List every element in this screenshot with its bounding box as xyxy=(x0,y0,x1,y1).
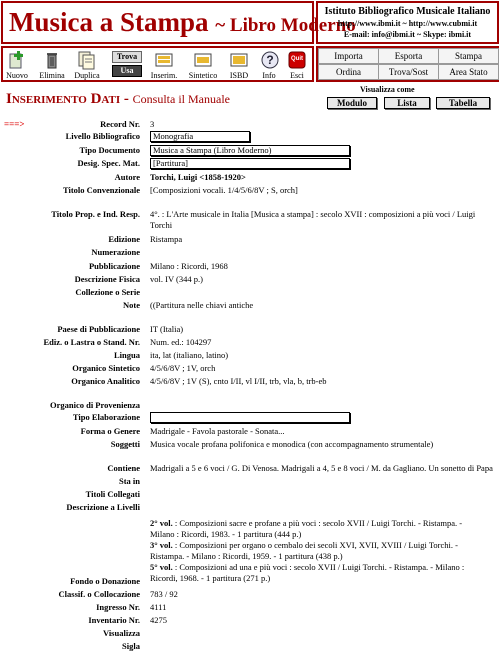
isbd-button[interactable] xyxy=(227,50,251,80)
institute-contacts: E-mail: info@ibmi.it ~ Skype: ibmi.it xyxy=(343,30,472,39)
field-label: Contiene xyxy=(107,463,140,473)
institute-websites[interactable]: http://www.ibmi.it ~ http://www.cubmi.it xyxy=(337,19,478,28)
new-button-label: Nuovo xyxy=(6,71,28,80)
section-bar xyxy=(0,85,500,113)
duplicate-button[interactable] xyxy=(74,50,100,80)
use-button[interactable]: Usa xyxy=(112,65,142,77)
delete-button-label: Elimina xyxy=(39,71,65,80)
trash-icon xyxy=(41,50,63,70)
status-area-menu-item[interactable]: Area Stato xyxy=(438,64,499,80)
tipo-documento-input[interactable]: Musica a Stampa (Libro Moderno) xyxy=(150,145,350,156)
synthetic-button[interactable] xyxy=(185,50,221,80)
level-volume: 2° vol. xyxy=(150,518,173,528)
synthetic-button-label: Sintetico xyxy=(188,71,218,80)
institute-name: Istituto Bibliografico Musicale Italiano xyxy=(324,6,491,17)
field-value: Madrigale - Favola pastorale - Sonata... xyxy=(150,426,285,436)
exit-button[interactable] xyxy=(286,50,308,80)
field-label: Autore xyxy=(114,172,140,182)
app-title-box xyxy=(1,1,356,44)
help-icon xyxy=(259,50,281,70)
institute-box xyxy=(316,1,499,44)
app-title xyxy=(9,7,356,38)
title-separator: - xyxy=(120,91,133,107)
field-value: Torchi, Luigi <1858-1920> xyxy=(150,172,246,182)
field-label: Livello Bibliografico xyxy=(65,131,140,141)
field-label: Organico Analitico xyxy=(71,376,140,386)
field-label: Forma o Genere xyxy=(80,426,140,436)
field-label: Titoli Collegati xyxy=(85,489,140,499)
field-value: [Composizioni vocali. 1/4/5/6/8V ; S, orch] xyxy=(150,185,298,195)
tipo-elaborazione-input[interactable] xyxy=(150,412,350,423)
info-button-label: Info xyxy=(262,71,276,80)
field-label: Ingresso Nr. xyxy=(96,602,140,612)
export-menu-item[interactable]: Esporta xyxy=(378,48,439,64)
field-value: 4/5/6/8V ; 1V, orch xyxy=(150,363,216,373)
quit-icon-label: Quit xyxy=(291,56,303,62)
field-label: Sta in xyxy=(118,476,140,486)
isbd-icon xyxy=(228,50,250,70)
field-label: Collezione o Serie xyxy=(75,287,140,297)
field-label: Inventario Nr. xyxy=(88,615,140,625)
app-title-subtitle: ~ Libro Moderno xyxy=(215,15,356,36)
insert-form-icon xyxy=(153,50,175,70)
delete-button[interactable] xyxy=(39,50,65,80)
info-button[interactable] xyxy=(259,50,279,80)
field-value: Milano : Ricordi, 1968 xyxy=(150,261,228,271)
view-table-button[interactable]: Tabella xyxy=(436,97,490,109)
field-label: Ediz. o Lastra o Stand. Nr. xyxy=(43,337,140,347)
field-label: Tipo Elaborazione xyxy=(72,412,140,422)
livello-input[interactable]: Monografia xyxy=(150,131,250,142)
field-value: 4111 xyxy=(150,602,167,612)
find-replace-menu-item[interactable]: Trova/Sost xyxy=(378,64,439,80)
field-label: Note xyxy=(123,300,140,310)
print-menu-item[interactable]: Stampa xyxy=(438,48,499,64)
field-value: 4275 xyxy=(150,615,167,625)
field-label: Descrizione Fisica xyxy=(74,274,140,284)
field-label: Classif. o Collocazione xyxy=(58,589,140,599)
desig-input[interactable]: [Partitura] xyxy=(150,158,350,169)
duplicate-button-label: Duplica xyxy=(74,71,100,80)
field-label: Tipo Documento xyxy=(79,145,140,155)
field-value: ita, lat (italiano, latino) xyxy=(150,350,229,360)
svg-text:?: ? xyxy=(266,53,274,67)
action-menu xyxy=(316,46,499,82)
field-label: Organico di Provenienza xyxy=(49,400,140,410)
toolbar xyxy=(1,46,314,82)
level-text: : Composizioni sacre e profane a più voci : secolo XVII / Luigi Torchi. - Ristampa. - Milano : Ricordi, 1983. - 1 partitura (444 p.) xyxy=(150,518,463,539)
find-button[interactable]: Trova xyxy=(112,51,142,63)
field-label: Soggetti xyxy=(110,439,140,449)
insert-button-label: Inserim. xyxy=(150,71,178,80)
field-value: 783 / 92 xyxy=(150,589,178,599)
level-volume: 5° vol. xyxy=(150,562,173,572)
sort-menu-item[interactable]: Ordina xyxy=(318,64,379,80)
field-label: Sigla xyxy=(122,641,140,651)
page-title xyxy=(6,91,230,108)
levels-list xyxy=(150,518,485,584)
insert-button[interactable] xyxy=(148,50,180,80)
level-item[interactable] xyxy=(150,540,485,562)
field-label: Edizione xyxy=(108,234,140,244)
isbd-button-label: ISBD xyxy=(229,71,249,80)
field-label: Record Nr. xyxy=(100,119,140,129)
level-text: : Composizioni per organo o cembalo dei secoli XVI, XVII, XVIII / Luigi Torchi. - Ristampa. - Milano : Ricordi, 1959. - 1 partitura (438 p.) xyxy=(150,540,458,561)
new-button[interactable] xyxy=(6,50,28,80)
app-title-main: Musica a Stampa xyxy=(9,7,209,37)
level-text: : Composizioni ad una e più voci : secolo XVII / Luigi Torchi. - Ristampa. - Milano : Ricordi, 1968. - 1 partitura (271 p.) xyxy=(150,562,465,583)
exit-button-label: Esci xyxy=(290,71,304,80)
field-value: 4°. : L'Arte musicale in Italia [Musica a stampa] : secolo XVII : composizioni a più voci / Luigi Torchi xyxy=(150,209,476,230)
field-label: Organico Sintetico xyxy=(72,363,140,373)
view-list-button[interactable]: Lista xyxy=(384,97,430,109)
field-label: Desig. Spec. Mat. xyxy=(77,158,140,168)
level-item[interactable] xyxy=(150,562,485,584)
field-label: Visualizza xyxy=(103,628,140,638)
app-header xyxy=(0,0,500,83)
field-label: Descrizione a Livelli xyxy=(66,502,140,512)
field-label: Titolo Prop. e Ind. Resp. xyxy=(51,209,140,219)
field-value: vol. IV (344 p.) xyxy=(150,274,203,284)
field-label: Lingua xyxy=(114,350,140,360)
current-record-arrow: ===> xyxy=(4,119,25,129)
view-as-label: Visualizza come xyxy=(360,85,415,94)
section-title: Inserimento Dati xyxy=(6,91,121,107)
field-value: Madrigali a 5 e 6 voci / G. Di Venosa. Madrigali a 4, 5 e 8 voci / M. da Gagliano. Un sonetto di Papa xyxy=(150,463,493,473)
field-label: Titolo Convenzionale xyxy=(62,185,140,195)
field-label: Fondo o Donazione xyxy=(70,576,140,586)
duplicate-icon xyxy=(76,50,98,70)
manual-link[interactable]: Consulta il Manuale xyxy=(132,92,230,106)
field-value: IT (Italia) xyxy=(150,324,184,334)
field-label: Pubblicazione xyxy=(88,261,140,271)
field-label: Paese di Pubblicazione xyxy=(57,324,140,334)
field-value: ((Partitura nelle chiavi antiche xyxy=(150,300,254,310)
synthetic-view-icon xyxy=(192,50,214,70)
field-value: Musica vocale profana polifonica e monodica (con accompagnamento strumentale) xyxy=(150,439,434,449)
field-value: 4/5/6/8V ; 1V (S), cnto I/II, vl I/II, trb, vla, b, trb-eb xyxy=(150,376,327,386)
view-form-button[interactable]: Modulo xyxy=(327,97,377,109)
level-item[interactable] xyxy=(150,518,485,540)
level-volume: 3° vol. xyxy=(150,540,173,550)
field-value: Ristampa xyxy=(150,234,183,244)
field-value: 3 xyxy=(150,119,155,129)
import-menu-item[interactable]: Importa xyxy=(318,48,379,64)
field-value: Num. ed.: 104297 xyxy=(150,337,212,347)
field-label: Numerazione xyxy=(91,247,140,257)
new-record-icon xyxy=(6,50,28,70)
